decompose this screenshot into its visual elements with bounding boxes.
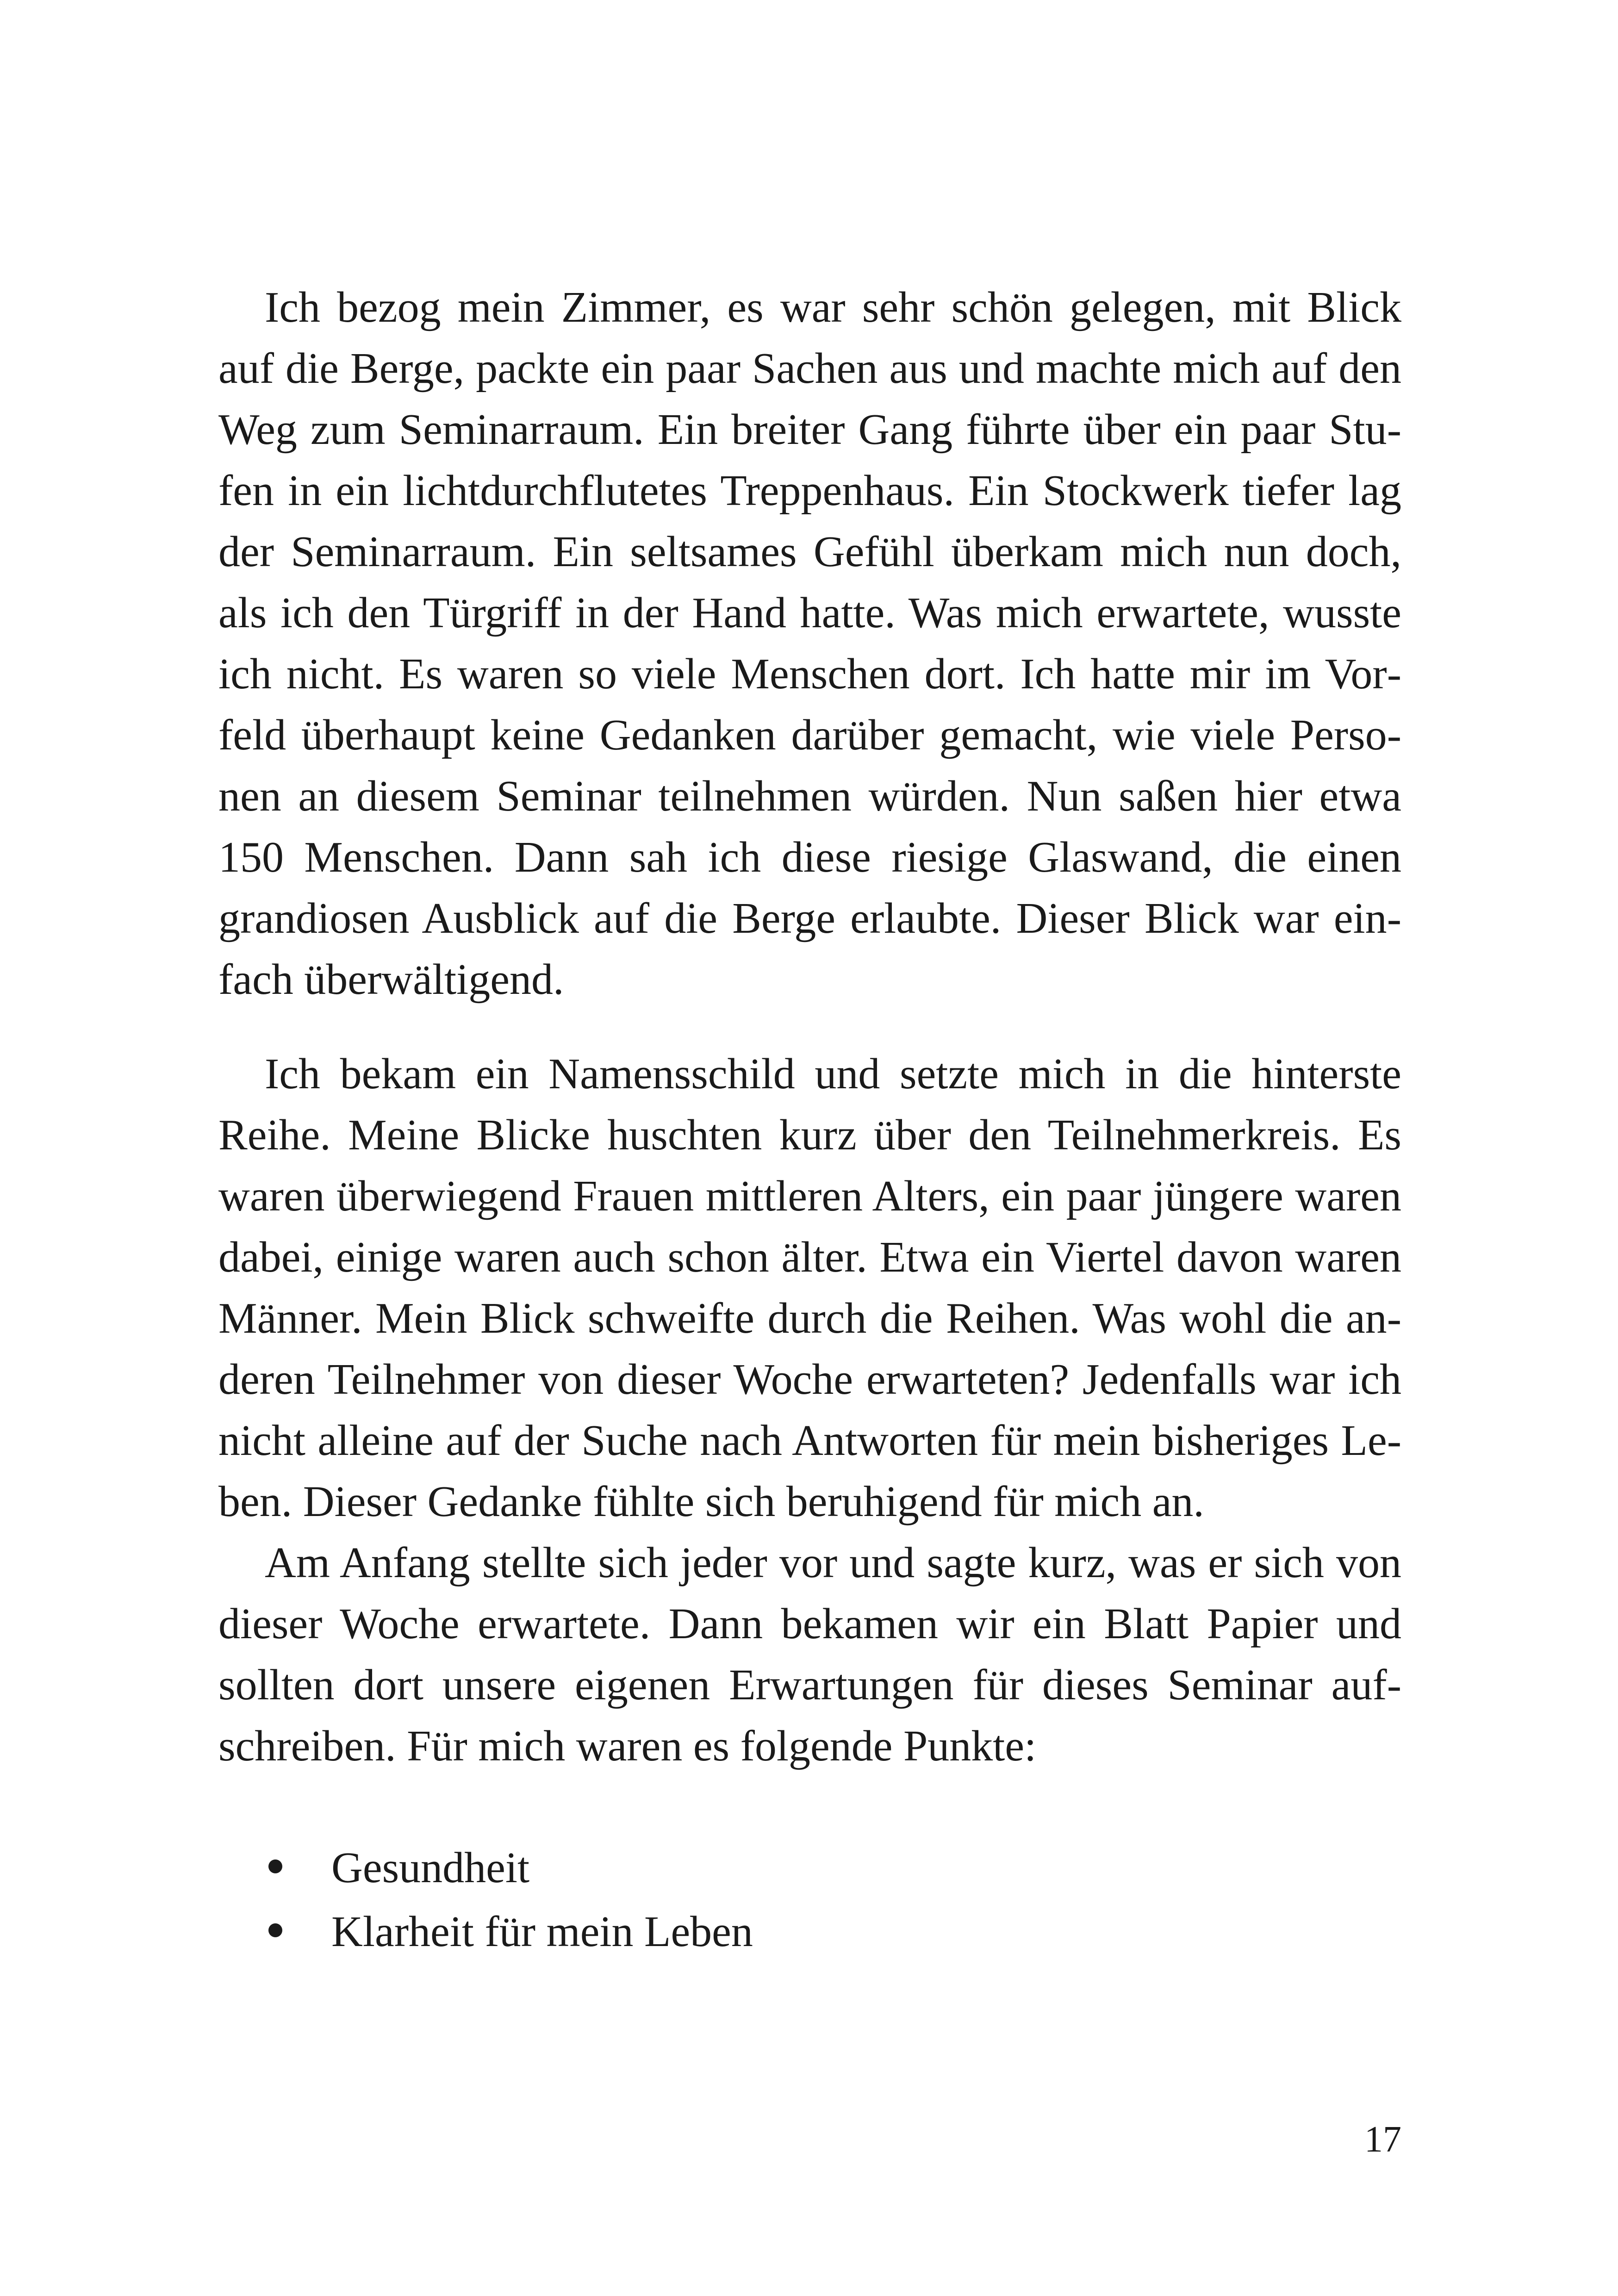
paragraph-3: Am Anfang stellte sich jeder vor und sagte kurz, was er sich von dieser Woche erwartete. Dann bekamen wir ein Blatt Papier und sollten dort unsere eigenen Erwartungen für dieses Seminar aufschreiben. Für mich waren es folgende Punkte: xyxy=(218,1539,1401,1770)
page-number: 17 xyxy=(1364,2119,1401,2160)
paragraph-2: Ich bekam ein Namensschild und setzte mich in die hinterste Reihe. Meine Blicke huschten kurz über den Teilnehmerkreis. Es waren überwiegend Frauen mittleren Alters, ein paar jüngere waren dabei, einige waren auch schon älter. Etwa ein Viertel davon waren Männer. Mein Blick schweifte durch die Reihen. Was wohl die anderen Teilnehmer von dieser Woche erwarteten? Jedenfalls war ich nicht alleine auf der Suche nach Antworten für mein bisheriges Leben. Dieser Gedanke fühlte sich beruhigend für mich an. xyxy=(218,1050,1401,1526)
text-section-2 xyxy=(218,1043,1401,1777)
paragraph-1: Ich bezog mein Zimmer, es war sehr schön gelegen, mit Blick auf die Berge, packte ein paar Sachen aus und machte mich auf den Weg zum Seminarraum. Ein breiter Gang führte über ein paar Stufen in ein lichtdurchflutetes Treppenhaus. Ein Stockwerk tiefer lag der Seminarraum. Ein seltsames Gefühl überkam mich nun doch, als ich den Türgriff in der Hand hatte. Was mich erwartete, wusste ich nicht. Es waren so viele Menschen dort. Ich hatte mir im Vorfeld überhaupt keine Gedanken darüber gemacht, wie viele Personen an diesem Seminar teilnehmen würden. Nun saßen hier etwa 150 Menschen. Dann sah ich diese riesige Glaswand, die einen grandiosen Ausblick auf die Berge erlaubte. Dieser Blick war einfach überwältigend. xyxy=(218,283,1401,1004)
text-section-1 xyxy=(218,277,1401,1010)
bullet-icon xyxy=(268,1923,282,1937)
list-item xyxy=(268,1836,1379,1900)
list-item-text: Gesundheit xyxy=(331,1844,530,1892)
expectations-list xyxy=(268,1836,1379,1964)
bullet-icon xyxy=(268,1859,282,1873)
list-item xyxy=(268,1900,1379,1964)
list-item-text: Klarheit für mein Leben xyxy=(331,1908,753,1956)
